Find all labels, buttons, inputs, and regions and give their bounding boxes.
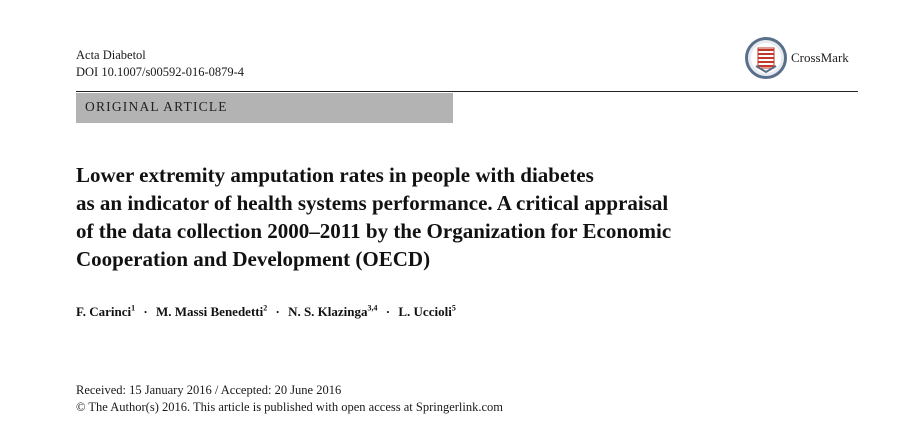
- author-list: [76, 304, 456, 320]
- author-name[interactable]: L. Uccioli: [398, 304, 452, 319]
- date-divider: /: [211, 383, 221, 397]
- copyright-notice: © The Author(s) 2016. This article is published with open access at Springerlink.com: [76, 400, 504, 414]
- crossmark-icon: [745, 37, 787, 79]
- accepted-date: Accepted: 20 June 2016: [220, 383, 342, 397]
- title-line: as an indicator of health systems performance. A critical appraisal: [76, 191, 669, 215]
- author-separator: ·: [385, 304, 391, 319]
- crossmark-label: CrossMark: [791, 50, 849, 65]
- article-dates: [76, 382, 503, 399]
- author-affiliation: 3,4: [367, 303, 378, 313]
- journal-doi[interactable]: DOI 10.1007/s00592-016-0879-4: [76, 65, 245, 79]
- crossmark-badge[interactable]: [745, 37, 849, 79]
- title-line: Lower extremity amputation rates in people with diabetes: [76, 163, 594, 187]
- header-divider: [76, 91, 858, 92]
- author-name[interactable]: F. Carinci: [76, 304, 132, 319]
- author-separator: ·: [143, 304, 148, 319]
- article-meta: [76, 382, 503, 416]
- title-line: of the data collection 2000–2011 by the Organization for Economic: [76, 219, 672, 243]
- title-line: Cooperation and Development (OECD): [76, 247, 431, 271]
- author-affiliation: 2: [263, 303, 268, 313]
- journal-name: Acta Diabetol: [76, 48, 146, 62]
- article-type-banner: [76, 93, 453, 123]
- author-name[interactable]: M. Massi Benedetti: [155, 304, 264, 319]
- author-affiliation: 1: [131, 303, 136, 313]
- author-name[interactable]: N. S. Klazinga: [288, 304, 368, 319]
- article-title: [76, 161, 856, 273]
- article-type-label: ORIGINAL ARTICLE: [85, 99, 228, 114]
- author-affiliation: 5: [451, 303, 456, 313]
- journal-info: [76, 47, 244, 81]
- author-separator: ·: [275, 304, 280, 319]
- received-date: Received: 15 January 2016: [76, 383, 212, 397]
